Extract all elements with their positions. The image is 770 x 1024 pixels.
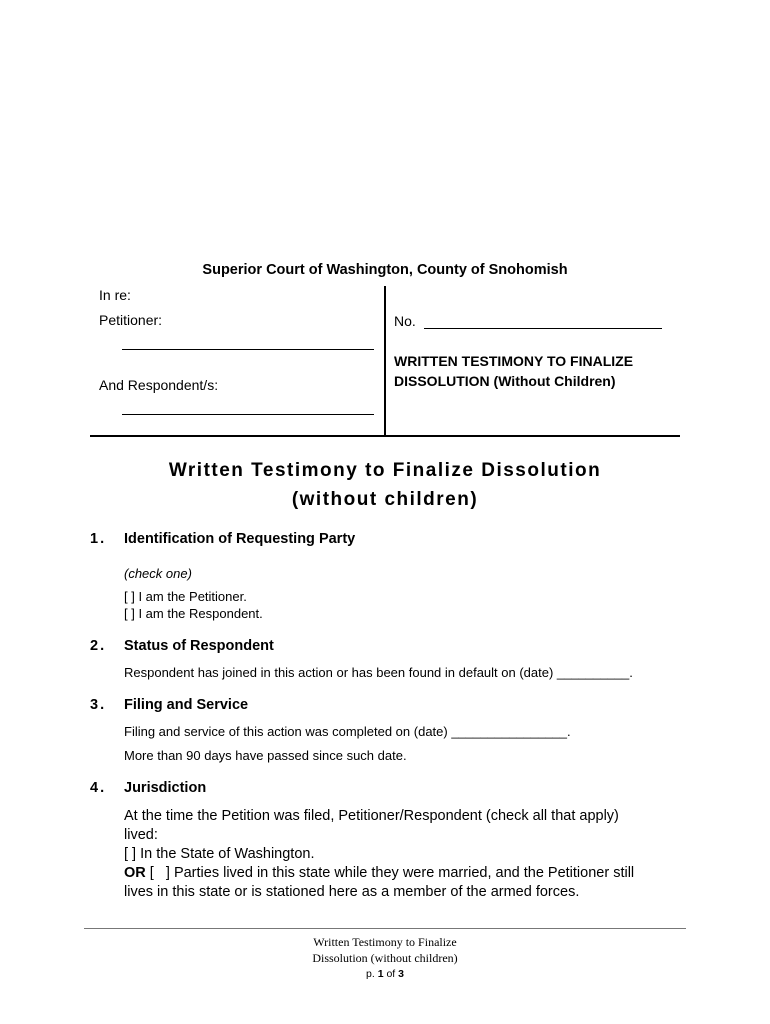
respondent-label: And Respondent/s:	[99, 377, 219, 393]
footer-line2: Dissolution (without children)	[312, 951, 458, 965]
caption-divider-vertical	[384, 286, 386, 436]
section-4-text1: At the time the Petition was filed, Petitioner/Respondent (check all that apply)	[124, 808, 619, 824]
checkbox-married-in-state[interactable]: [ ] Parties lived in this state while they were married, and the Petitioner still	[145, 865, 635, 881]
footer-divider	[84, 928, 686, 929]
section-4-heading: Jurisdiction	[124, 780, 207, 796]
page-number: 1	[377, 968, 384, 980]
section-4-number: 4.	[90, 780, 107, 796]
case-number-label: No.	[394, 313, 416, 329]
section-1-number: 1.	[90, 531, 107, 547]
footer-line1: Written Testimony to Finalize	[313, 935, 457, 949]
page-of: of	[386, 968, 396, 980]
respondent-name-field[interactable]	[122, 401, 374, 415]
page-indicator	[0, 966, 770, 982]
section-3-heading: Filing and Service	[124, 697, 249, 713]
page-total: 3	[398, 968, 404, 980]
section-4-option2-cont: lives in this state or is stationed here as a member of the armed forces.	[124, 884, 580, 900]
section-1-instruction: (check one)	[124, 566, 192, 581]
page-title-line1: Written Testimony to Finalize Dissolution	[168, 460, 602, 481]
section-3-number: 3.	[90, 697, 107, 713]
section-2-text: Respondent has joined in this action or has been found in default on (date) __________.	[124, 665, 633, 680]
section-2-heading: Status of Respondent	[124, 638, 274, 654]
checkbox-petitioner[interactable]: [ ] I am the Petitioner.	[124, 589, 247, 604]
court-name: Superior Court of Washington, County of Snohomish	[202, 262, 568, 278]
or-label: OR	[124, 865, 146, 881]
case-number-field[interactable]	[424, 314, 662, 329]
page-title-line2: (without children)	[291, 489, 479, 510]
section-4-or-option	[124, 864, 634, 883]
page-title	[0, 456, 770, 514]
section-4-text2: lived:	[124, 827, 158, 843]
petitioner-label: Petitioner:	[99, 312, 163, 328]
doc-title-line1: WRITTEN TESTIMONY TO FINALIZE	[394, 353, 634, 369]
checkbox-respondent[interactable]: [ ] I am the Respondent.	[124, 606, 263, 621]
section-3-text2: More than 90 days have passed since such date.	[124, 748, 407, 763]
petitioner-name-field[interactable]	[122, 336, 374, 350]
in-re-label: In re:	[99, 287, 131, 303]
footer	[0, 934, 770, 982]
section-2-number: 2.	[90, 638, 107, 654]
doc-title-line2: DISSOLUTION (Without Children)	[394, 373, 616, 389]
checkbox-washington[interactable]: [ ] In the State of Washington.	[124, 846, 315, 862]
caption-divider-horizontal	[90, 435, 680, 437]
section-3-text1: Filing and service of this action was completed on (date) ________________.	[124, 724, 571, 739]
section-1-heading: Identification of Requesting Party	[124, 531, 356, 547]
page-prefix: p.	[366, 968, 375, 980]
